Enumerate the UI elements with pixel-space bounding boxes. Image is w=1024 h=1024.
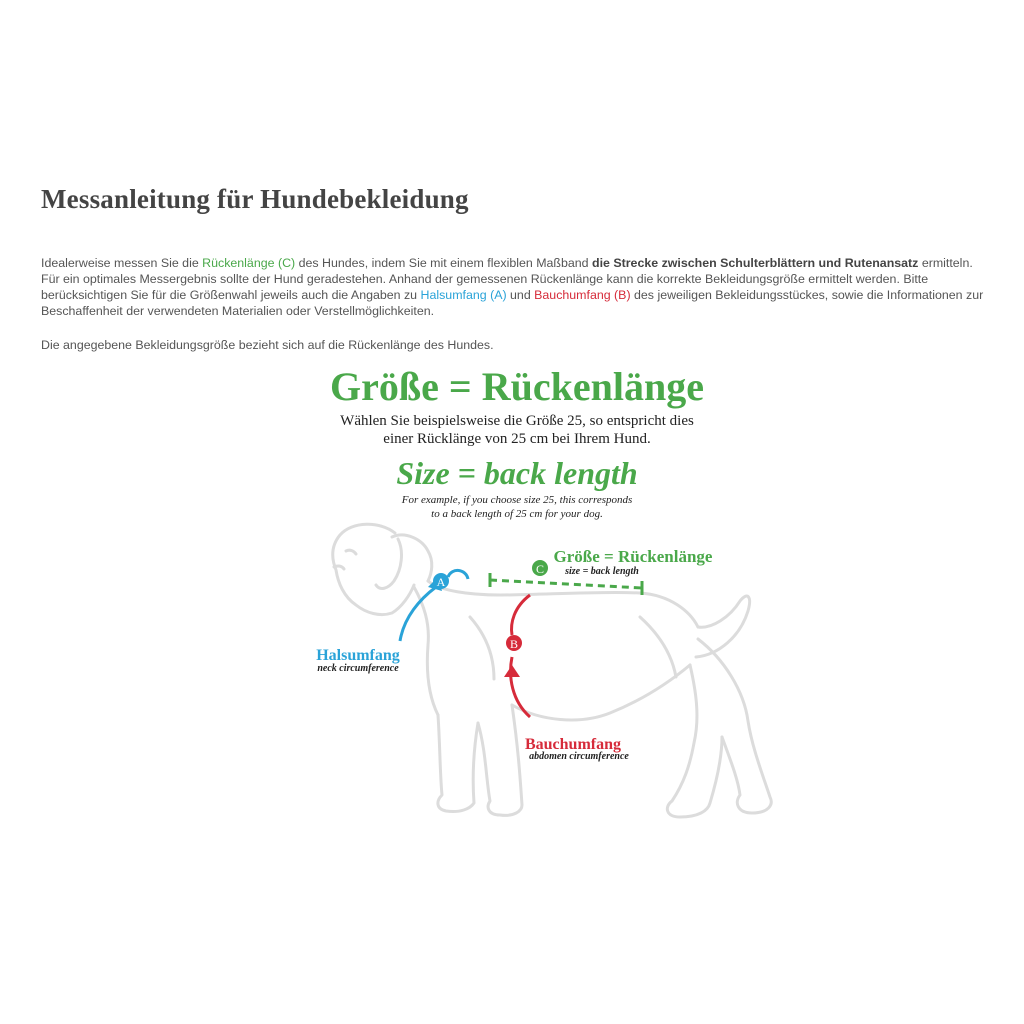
belly-measure xyxy=(504,595,629,762)
intro-text-4: und xyxy=(506,288,535,302)
intro-text-3: ermitteln. Für ein optimales Messergebnis sollte der Hund geradestehen. Anhand der gemessenen Rückenlänge kann die korrekte Bekleidungsgröße ermittelt werden. Bitte berücksichtigen Sie für die Größenwahl jeweils auch die Angaben zu xyxy=(41,256,973,302)
belly-arrowhead xyxy=(504,665,520,677)
intro-paragraph xyxy=(41,255,991,319)
back-length-label-en: size = back length xyxy=(565,566,639,577)
measurement-diagram-svg xyxy=(0,355,1024,835)
intro-bold-text: die Strecke zwischen Schulterblättern und Rutenansatz xyxy=(592,256,919,270)
intro-text-2: des Hundes, indem Sie mit einem flexiblen Maßband xyxy=(295,256,592,270)
marker-b-label: B xyxy=(509,637,519,651)
marker-c-label: C xyxy=(535,562,545,576)
subline-de-2: einer Rücklänge von 25 cm bei Ihrem Hund. xyxy=(383,431,651,447)
belly-label-de: Bauchumfang xyxy=(524,736,622,753)
measurement-diagram xyxy=(0,355,1024,835)
belly-label-en: abdomen circumference xyxy=(529,751,629,762)
back-length-link-text: Rückenlänge (C) xyxy=(202,256,296,270)
belly-circumference-text: Bauchumfang (B) xyxy=(534,288,631,302)
back-length-label-de: Größe = Rückenlänge xyxy=(553,547,713,566)
marker-a-label: A xyxy=(436,575,446,589)
intro-text-1: Idealerweise messen Sie die xyxy=(41,256,203,270)
headline-en: Size = back length xyxy=(396,455,638,491)
subline-en-2: to a back length of 25 cm for your dog. xyxy=(431,508,603,520)
neck-label-en: neck circumference xyxy=(317,663,399,674)
size-note: Die angegebene Bekleidungsgröße bezieht sich auf die Rückenlänge des Hundes. xyxy=(41,338,494,352)
intro-text-5: des jeweiligen Bekleidungsstückes, sowie die Informationen zur Beschaffenheit der verwendeten Materialien oder Verstellmöglichkeiten. xyxy=(41,288,984,318)
subline-en-1: For example, if you choose size 25, this corresponds xyxy=(401,494,633,506)
back-length-measure xyxy=(490,547,713,595)
page-title: Messanleitung für Hundebekleidung xyxy=(41,184,469,214)
subline-de-1: Wählen Sie beispielsweise die Größe 25, so entspricht dies xyxy=(340,413,694,429)
neck-label-de: Halsumfang xyxy=(316,647,400,664)
headline-de: Größe = Rückenlänge xyxy=(330,364,704,409)
neck-circumference-text: Halsumfang (A) xyxy=(420,288,507,302)
